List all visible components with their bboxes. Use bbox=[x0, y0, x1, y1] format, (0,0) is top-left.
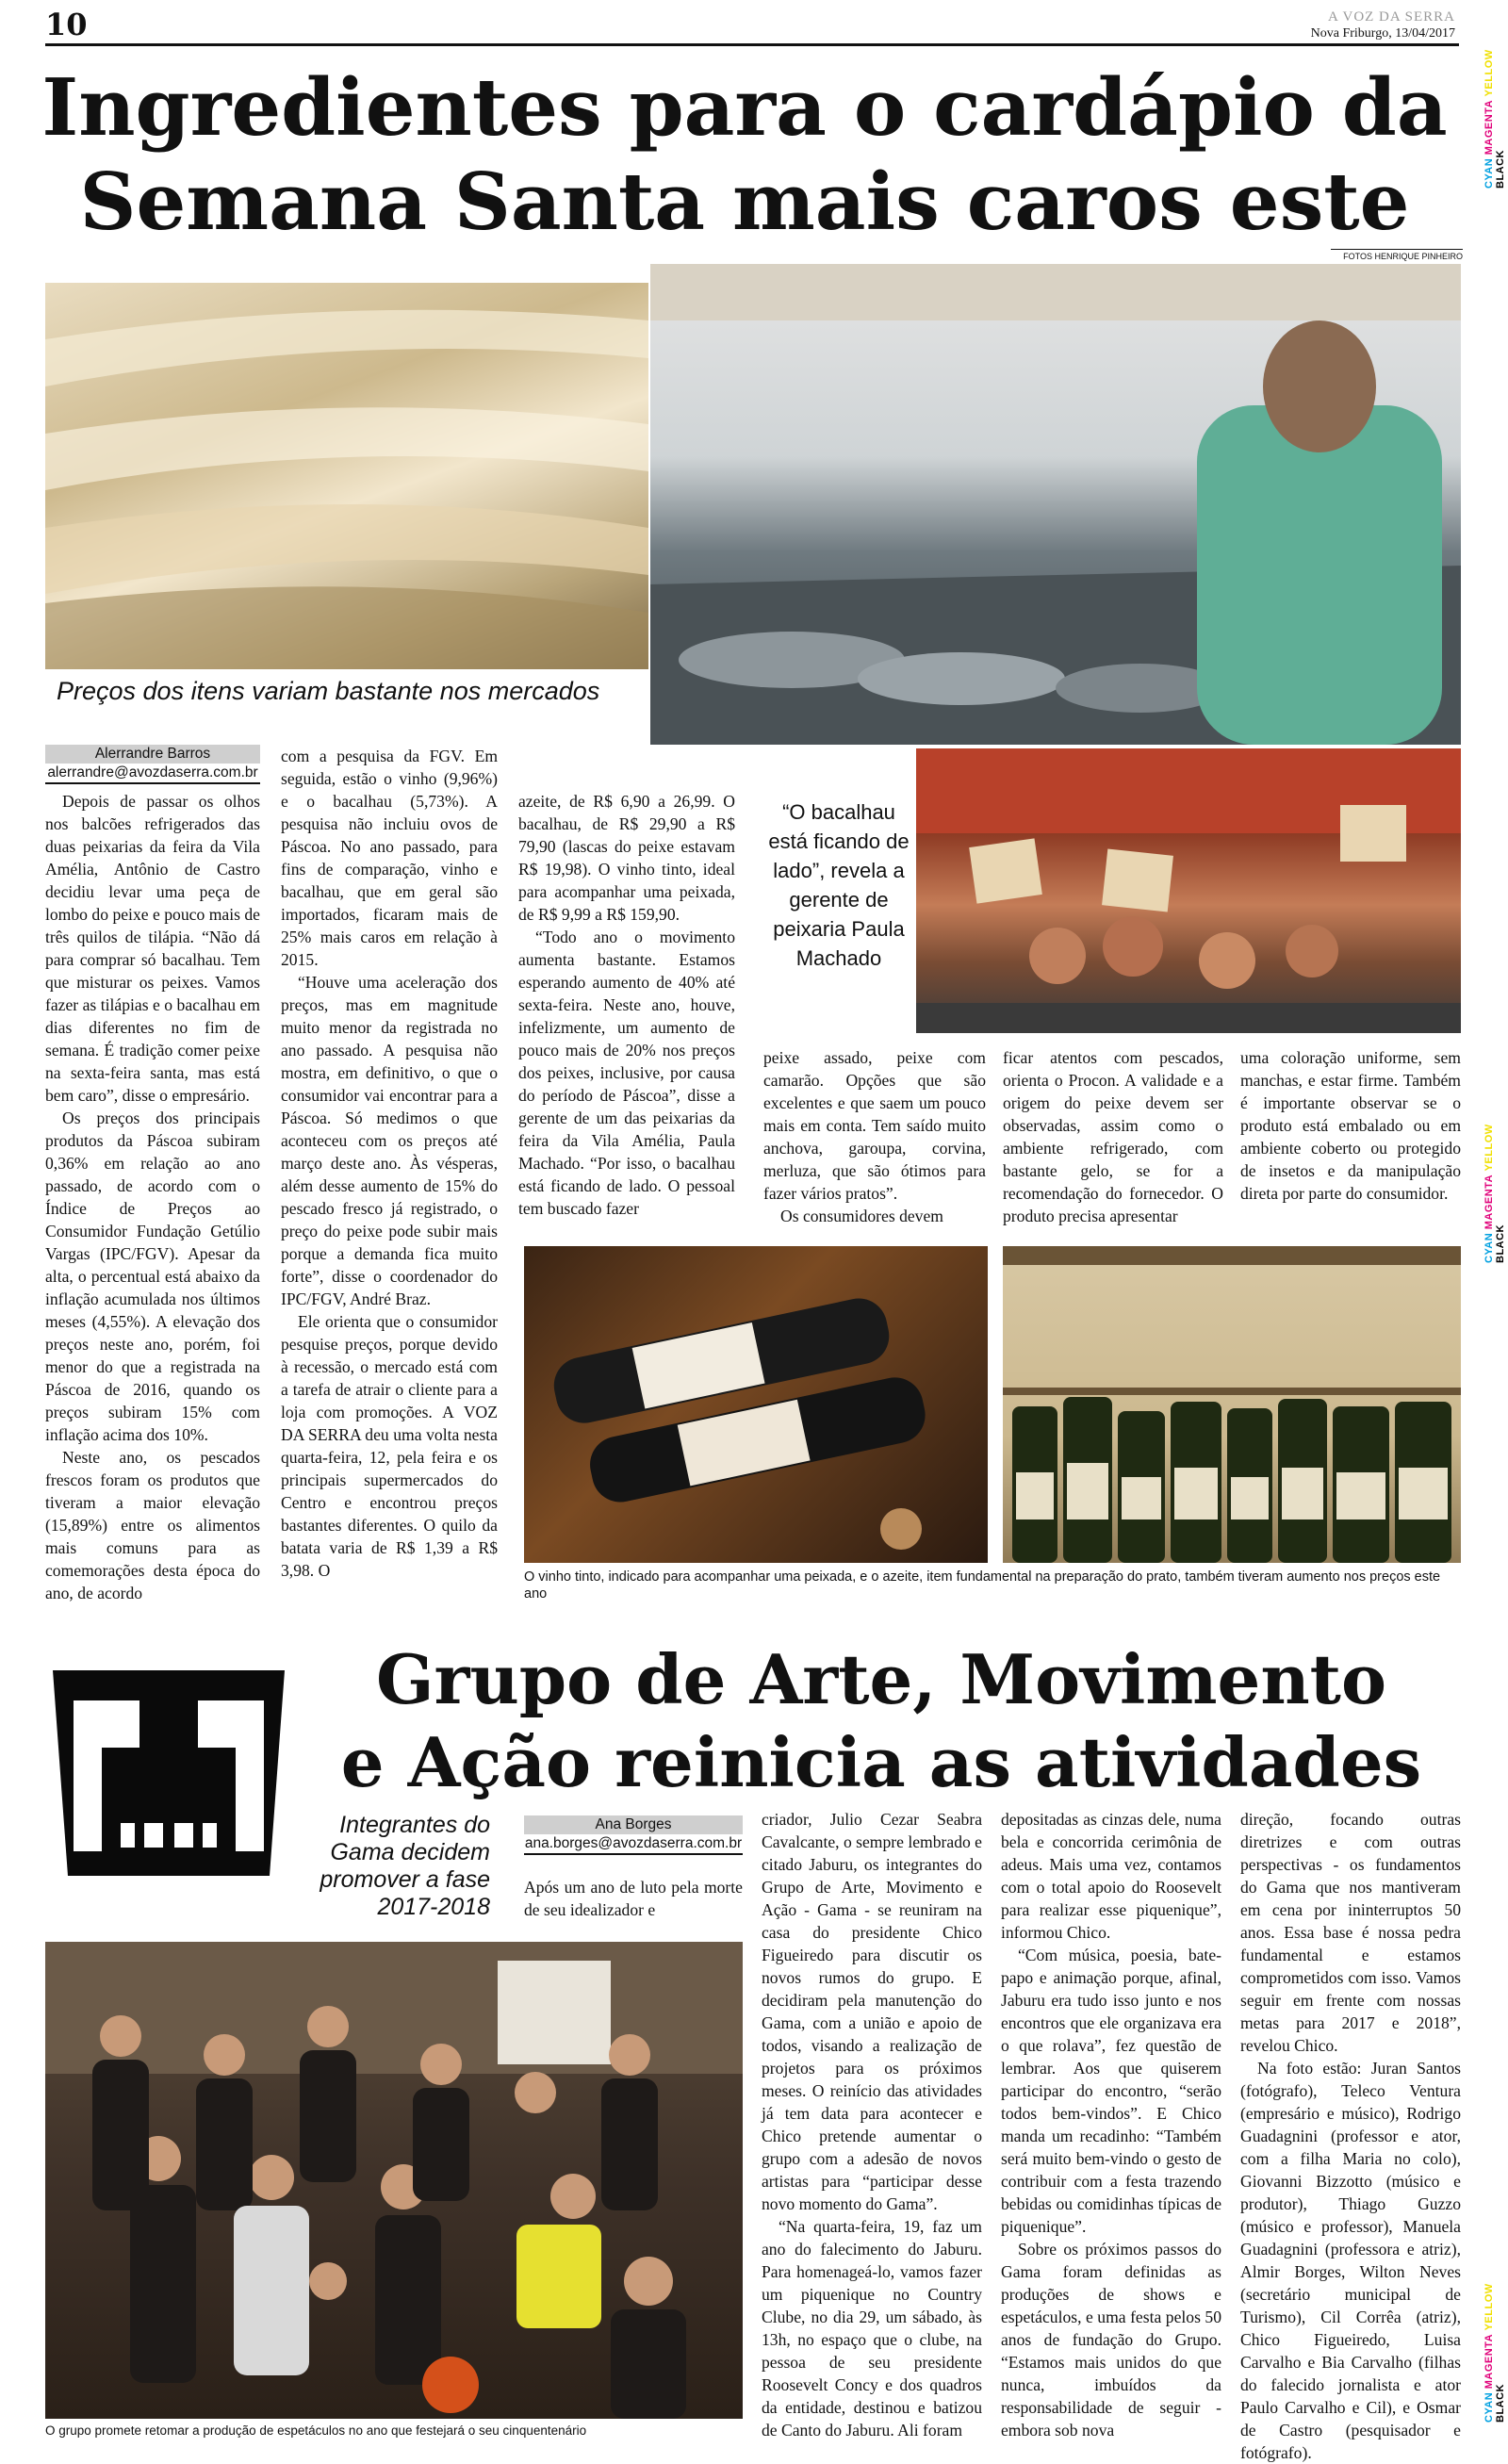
paragraph: criador, Julio Cezar Seabra Cavalcante, o sempre lembrado e citado Jaburu, os integrantes do Grupo de Arte, Movimento e Ação - Gama - se reuniram na casa do presidente Chico Figueiredo para discutir os novos rumos do grupo. E decidiram pela manutenção do Gama, com a união e apoio de todos, visando a realização de projetos para os próximos meses. O reinício das atividades já tem data para acontecer e Chico pretende aumentar o grupo com a adesão de novos artistas para “participar desse novo momento do Gama”. bbox=[762, 1810, 982, 2213]
paragraph: azeite, de R$ 6,90 a 26,99. O bacalhau, de R$ 29,90 a R$ 79,90 (lascas do peixe estavam R$ 19,98). O vinho tinto, ideal para acompanhar uma peixada, de R$ 9,99 a R$ 159,90. bbox=[518, 792, 735, 924]
reg-yellow: YELLOW bbox=[1483, 1124, 1495, 1172]
article2-column-1 bbox=[524, 1876, 743, 1932]
group-photo-caption: O grupo promete retomar a produção de espetáculos no ano que festejará o seu cinquentenário bbox=[45, 2423, 587, 2438]
article1-column-3 bbox=[518, 790, 735, 1233]
paragraph: com a pesquisa da FGV. Em seguida, estão o vinho (9,96%) e o bacalhau (5,73%). A pesquisa não incluiu ovos de Páscoa. No ano passado, para fins de comparação, vinho e bacalhau, que em geral são importados, ficaram mais de 25% mais caros em relação à 2015. bbox=[281, 747, 498, 969]
paragraph: Neste ano, os pescados frescos foram os produtos que tiveram a maior elevação (15,89%) entre os alimentos mais comuns para as comemorações desta época do ano, de acordo bbox=[45, 1448, 260, 1602]
date-line: Nova Friburgo, 13/04/2017 bbox=[1310, 26, 1455, 41]
paragraph: “Todo ano o movimento aumenta bastante. Estamos esperando aumento de 40% até sexta-feira. Neste ano, houve, infelizmente, um aumento de pouco mais de 20% nos preços dos peixes, inclusive, por causa do período de Páscoa”, disse a gerente de um das peixarias da feira da Vila Amélia, Paula Machado. “Por isso, o bacalhau está ficando de lado. O pessoal tem buscado fazer bbox=[518, 928, 735, 1218]
registration-marks-bottom bbox=[1483, 2262, 1506, 2423]
paragraph: Depois de passar os olhos nos balcões refrigerados das duas peixarias da feira da Vila Amélia, Antônio de Castro decidiu levar uma peça de lombo do peixe e pouco mais de três quilos de tilápia. “Não dá para comprar só bacalhau. Tem que misturar os peixes. Vamos fazer as tilápias e o bacalhau em dias diferentes no fim de semana. É tradição comer peixe na sexta-feira santa, mas está bem caro”, disse o empresário. bbox=[45, 792, 260, 1105]
article2-column-4 bbox=[1240, 1808, 1461, 2462]
reg-cyan: CYAN bbox=[1483, 2391, 1495, 2423]
reg-magenta: MAGENTA bbox=[1483, 2333, 1495, 2390]
paragraph: Na foto estão: Juran Santos (fotógrafo), Teleco Ventura (empresário e músico), Rodrigo Guadagnini (professor e ator, com a filha Maria no colo), Giovanni Bizzotto (músico e produtor), Thiago Guzzo (músico e professor), Manuela Guadagnini (professora e atriz), Almir Borges, Wilton Neves (secretário municipal de Turismo), Cil Corrêa (atriz), Chico Figueiredo, Luisa Carvalho e Bia Carvalho (filhas do falecido jornalista e ator Paulo Carvalho e Cil), e Osmar de Castro (pesquisador e fotógrafo). bbox=[1240, 2059, 1461, 2462]
olive-oil-bottles-scene bbox=[1003, 1246, 1461, 1563]
article1-title-line1: Ingredientes para o cardápio da bbox=[41, 61, 1448, 154]
reg-magenta: MAGENTA bbox=[1483, 1174, 1495, 1230]
reg-black: BLACK bbox=[1495, 2384, 1506, 2423]
paragraph: ficar atentos com pescados, orienta o Procon. A validade e a origem do peixe devem ser observadas, assim como o ambiente refrigerado, com bastante gelo, se for a recomendação do fornecedor. O produto precisa apresentar bbox=[1003, 1048, 1223, 1225]
group-photo bbox=[45, 1942, 743, 2419]
wine-photo bbox=[524, 1246, 988, 1563]
vegetables-photo bbox=[916, 748, 1461, 1033]
paragraph: depositadas as cinzas dele, numa bela e concorrida cerimônia de adeus. Mais uma vez, contamos com o total apoio do Roosevelt para realizar esse piquenique”, informou Chico. bbox=[1001, 1810, 1221, 1942]
paragraph: direção, focando outras diretrizes e com outras perspectivas - os fundamentos do Gama que nos mantiveram em cena por ininterruptos 50 anos. Essa base é nossa pedra fundamental e estamos comprometidos com isso. Vamos seguir em frente com nossas metas para 2017 e 2018”, revelou Chico. bbox=[1240, 1810, 1461, 2055]
article1-column-5 bbox=[1003, 1046, 1223, 1235]
paragraph: Após um ano de luto pela morte de seu idealizador e bbox=[524, 1878, 743, 1919]
registration-marks-middle bbox=[1483, 1103, 1506, 1263]
article2-author: Ana Borges bbox=[524, 1815, 743, 1834]
gama-logo bbox=[45, 1663, 292, 1883]
paragraph: Sobre os próximos passos do Gama foram definidas as produções de shows e espetáculos, e uma festa pelos 50 anos de fundação do Grupo. “Estamos mais unidos do que nunca, imbuídos da responsabilidade de seguir - embora sob nova bbox=[1001, 2240, 1221, 2439]
reg-yellow: YELLOW bbox=[1483, 49, 1495, 97]
article1-title-line2: Semana Santa mais caros este bbox=[79, 156, 1410, 248]
page-number: 10 bbox=[45, 6, 1459, 46]
article1-column-2 bbox=[281, 745, 498, 1580]
paragraph: peixe assado, peixe com camarão. Opções que são excelentes e que saem um pouco mais em conta. Tem saído muito anchova, garoupa, corvina, merluza, que são ótimos para fazer vários pratos”. bbox=[763, 1048, 986, 1203]
gama-mask-icon bbox=[45, 1663, 292, 1883]
article1-column-6 bbox=[1240, 1046, 1461, 1235]
bacalhau-photo bbox=[45, 283, 648, 669]
group-photo-scene bbox=[45, 1942, 743, 2419]
pull-quote: “O bacalhau está ficando de lado”, revela a gerente de peixaria Paula Machado bbox=[768, 800, 910, 970]
article1-email: alerrandre@avozdaserra.com.br bbox=[45, 764, 260, 784]
article1-author: Alerrandre Barros bbox=[45, 745, 260, 764]
reg-black: BLACK bbox=[1495, 150, 1506, 189]
paragraph: Ele orienta que o consumidor pesquise preços, porque devido à recessão, o mercado está com a tarefa de atrair o cliente para a loja com promoções. A VOZ DA SERRA deu uma volta nesta quarta-feira, 12, pela feira e os principais supermercados do Centro e encontrou preços bastantes diferentes. O quilo da batata varia de R$ 1,39 a R$ 3,98. O bbox=[281, 1312, 498, 1580]
article2-column-2 bbox=[762, 1808, 982, 2449]
reg-cyan: CYAN bbox=[1483, 1232, 1495, 1263]
paragraph: Os preços dos principais produtos da Páscoa subiram 0,36% em relação ao ano passado, de acordo com o Índice de Preços ao Consumidor Fundação Getúlio Vargas (IPC/FGV). Apesar da alta, o percentual está abaixo da inflação acumulada nos últimos meses (4,55%). A elevação dos preços neste ano, porém, foi menor do que a registrada na Páscoa de 2016, quando os preços subiram 15% com inflação acima dos 10%. bbox=[45, 1109, 260, 1444]
article1-column-4 bbox=[763, 1046, 986, 1235]
paragraph: “Com música, poesia, bate-papo e animação porque, afinal, Jaburu era tudo isso junto e nos encontros que ele organizava era o que rolava”, fez questão de lembrar. Aos que quiserem participar do encontro, “serão todos bem-vindos”. E Chico manda um recadinho: “Também será muito bem-vindo o gesto de contribuir com a festa trazendo bebidas ou comidinhas típicas de piquenique”. bbox=[1001, 1946, 1221, 2236]
article2-email: ana.borges@avozdaserra.com.br bbox=[524, 1834, 743, 1855]
vegetables-scene bbox=[916, 748, 1461, 1033]
article2-title-line1: Grupo de Arte, Movimento bbox=[376, 1639, 1386, 1719]
fish-counter-scene bbox=[650, 264, 1461, 745]
reg-magenta: MAGENTA bbox=[1483, 99, 1495, 156]
bacalhau-texture bbox=[45, 283, 648, 669]
article2-title bbox=[302, 1638, 1461, 1804]
paragraph: Os consumidores devem bbox=[780, 1207, 943, 1225]
article2-byline bbox=[524, 1815, 743, 1855]
paragraph: “Na quarta-feira, 19, faz um ano do falecimento do Jaburu. Para homenageá-lo, vamos fazer um piquenique no Country Clube, no dia 29, um sábado, às 13h, no espaço que o clube, na pessoa de seu presidente Roosevelt Concy e dos quadros da entidade, destinou e batizou de Canto do Jaburu. Ali foram bbox=[762, 2217, 982, 2439]
fish-counter-photo bbox=[650, 264, 1461, 745]
reg-black: BLACK bbox=[1495, 1224, 1506, 1263]
reg-yellow: YELLOW bbox=[1483, 2283, 1495, 2331]
article2-column-3 bbox=[1001, 1808, 1221, 2449]
paper-name: A VOZ DA SERRA bbox=[1328, 9, 1455, 25]
paragraph: uma coloração uniforme, sem manchas, e estar firme. Também é importante observar se o produto está embalado ou em ambiente coberto ou protegido de insetos e da manipulação direta por parte do consumidor. bbox=[1240, 1048, 1461, 1203]
olive-oil-photo bbox=[1003, 1246, 1461, 1563]
wine-bottles-scene bbox=[524, 1246, 988, 1563]
wine-photo-caption: O vinho tinto, indicado para acompanhar uma peixada, e o azeite, item fundamental na preparação do prato, também tiveram aumento nos preços este ano bbox=[524, 1569, 1441, 1602]
photo-credit: FOTOS HENRIQUE PINHEIRO bbox=[1331, 249, 1463, 261]
article1-byline bbox=[45, 745, 260, 784]
article2-kicker: Integrantes do Gama decidem promover a fase 2017-2018 bbox=[320, 1812, 490, 1920]
reg-cyan: CYAN bbox=[1483, 157, 1495, 189]
paragraph: “Houve uma aceleração dos preços, mas em magnitude muito menor da registrada no ano passado. A pesquisa não mostra, em definitivo, o que o consumidor vai encontrar para a Páscoa. Só medimos o que aconteceu com os preços até março deste ano. Às vésperas, além desse aumento de 15% do pescado fresco já registrado, o preço do peixe pode subir mais porque a demanda fica muito forte”, disse o coordenador do IPC/FGV, André Braz. bbox=[281, 973, 498, 1308]
main-photo-caption: Preços dos itens variam bastante nos mercados bbox=[57, 677, 600, 705]
article1-column-1 bbox=[45, 790, 260, 1602]
article2-title-line2: e Ação reinicia as atividades bbox=[340, 1722, 1422, 1802]
registration-marks-top bbox=[1483, 28, 1506, 189]
